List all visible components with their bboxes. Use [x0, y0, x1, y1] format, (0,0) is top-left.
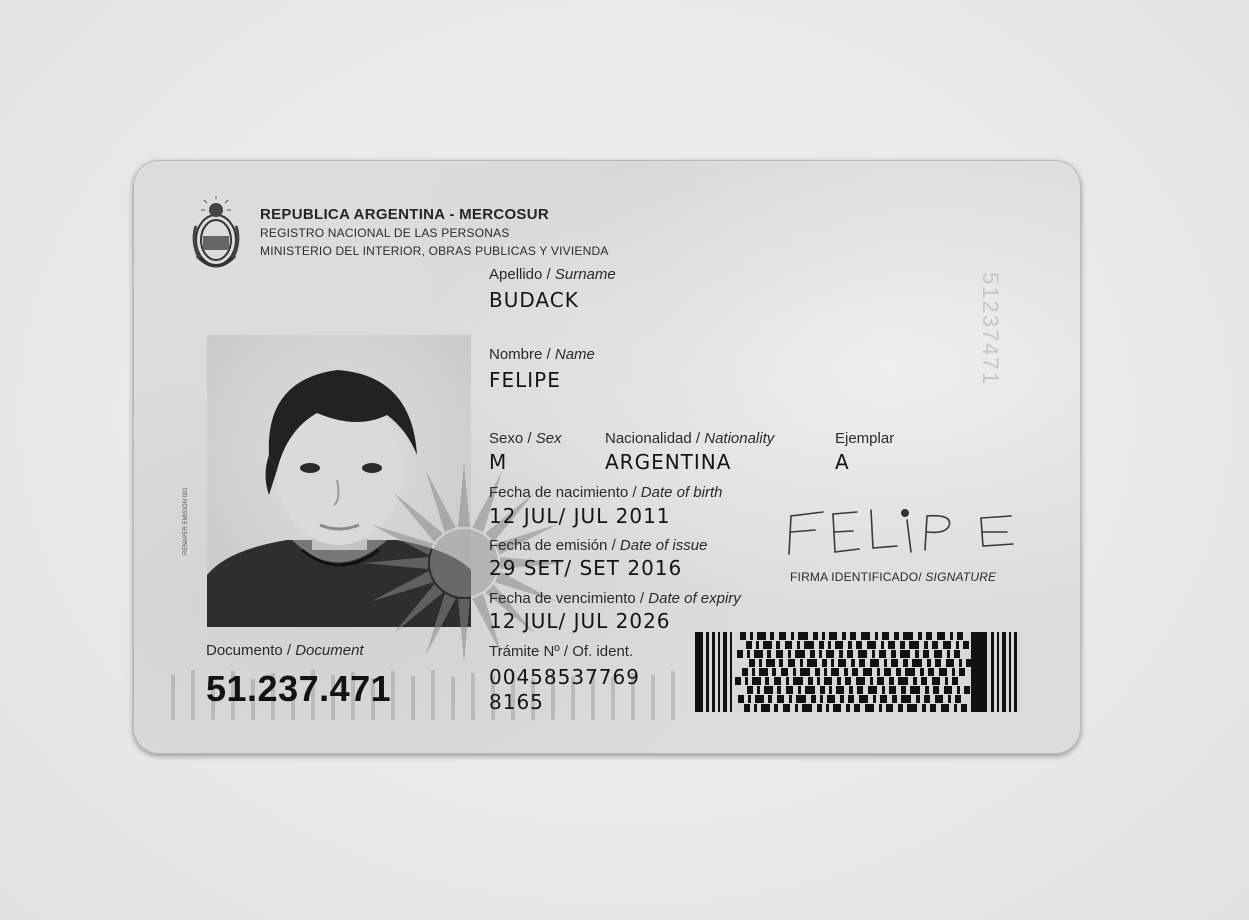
- copy-label: Ejemplar: [835, 430, 895, 447]
- header-ministry: MINISTERIO DEL INTERIOR, OBRAS PUBLICAS Y VIVIENDA: [260, 244, 609, 258]
- birth-label: Fecha de nacimiento / Date of birth: [489, 484, 723, 501]
- tramite-label: Trámite Nº / Of. ident.: [489, 643, 634, 660]
- pdf417-barcode: [695, 632, 1021, 712]
- expiry-value: 12 JUL/ JUL 2026: [489, 609, 671, 633]
- tramite-number: 00458537769: [489, 665, 640, 689]
- nationality-label: Nacionalidad / Nationality: [605, 430, 775, 447]
- expiry-label: Fecha de vencimiento / Date of expiry: [489, 590, 741, 607]
- national-crest-icon: [187, 196, 245, 276]
- copy-value: A: [835, 450, 850, 474]
- birth-value: 12 JUL/ JUL 2011: [489, 504, 671, 528]
- surname-value: BUDACK: [489, 288, 579, 312]
- header-country: REPUBLICA ARGENTINA - MERCOSUR: [260, 206, 549, 223]
- handwritten-signature: [785, 502, 1025, 564]
- serial-watermark: 51237471: [978, 272, 1003, 386]
- document-number: 51.237.471: [206, 668, 392, 709]
- name-label: Nombre / Name: [489, 346, 595, 363]
- surname-label: Apellido / Surname: [489, 266, 616, 283]
- document-label: Documento / Document: [206, 642, 364, 659]
- name-value: FELIPE: [489, 368, 561, 392]
- sex-label: Sexo / Sex: [489, 430, 562, 447]
- photo-side-microtext: RENAPER EMISION 001: [183, 487, 189, 555]
- id-card: [133, 160, 1081, 754]
- signature-caption: FIRMA IDENTIFICADO/ SIGNATURE: [790, 570, 997, 584]
- nationality-value: ARGENTINA: [605, 450, 732, 474]
- tramite-suffix: 8165: [489, 690, 544, 714]
- issue-label: Fecha de emisión / Date of issue: [489, 537, 708, 554]
- header-registry: REGISTRO NACIONAL DE LAS PERSONAS: [260, 226, 510, 240]
- sex-value: M: [489, 450, 508, 474]
- issue-value: 29 SET/ SET 2016: [489, 556, 683, 580]
